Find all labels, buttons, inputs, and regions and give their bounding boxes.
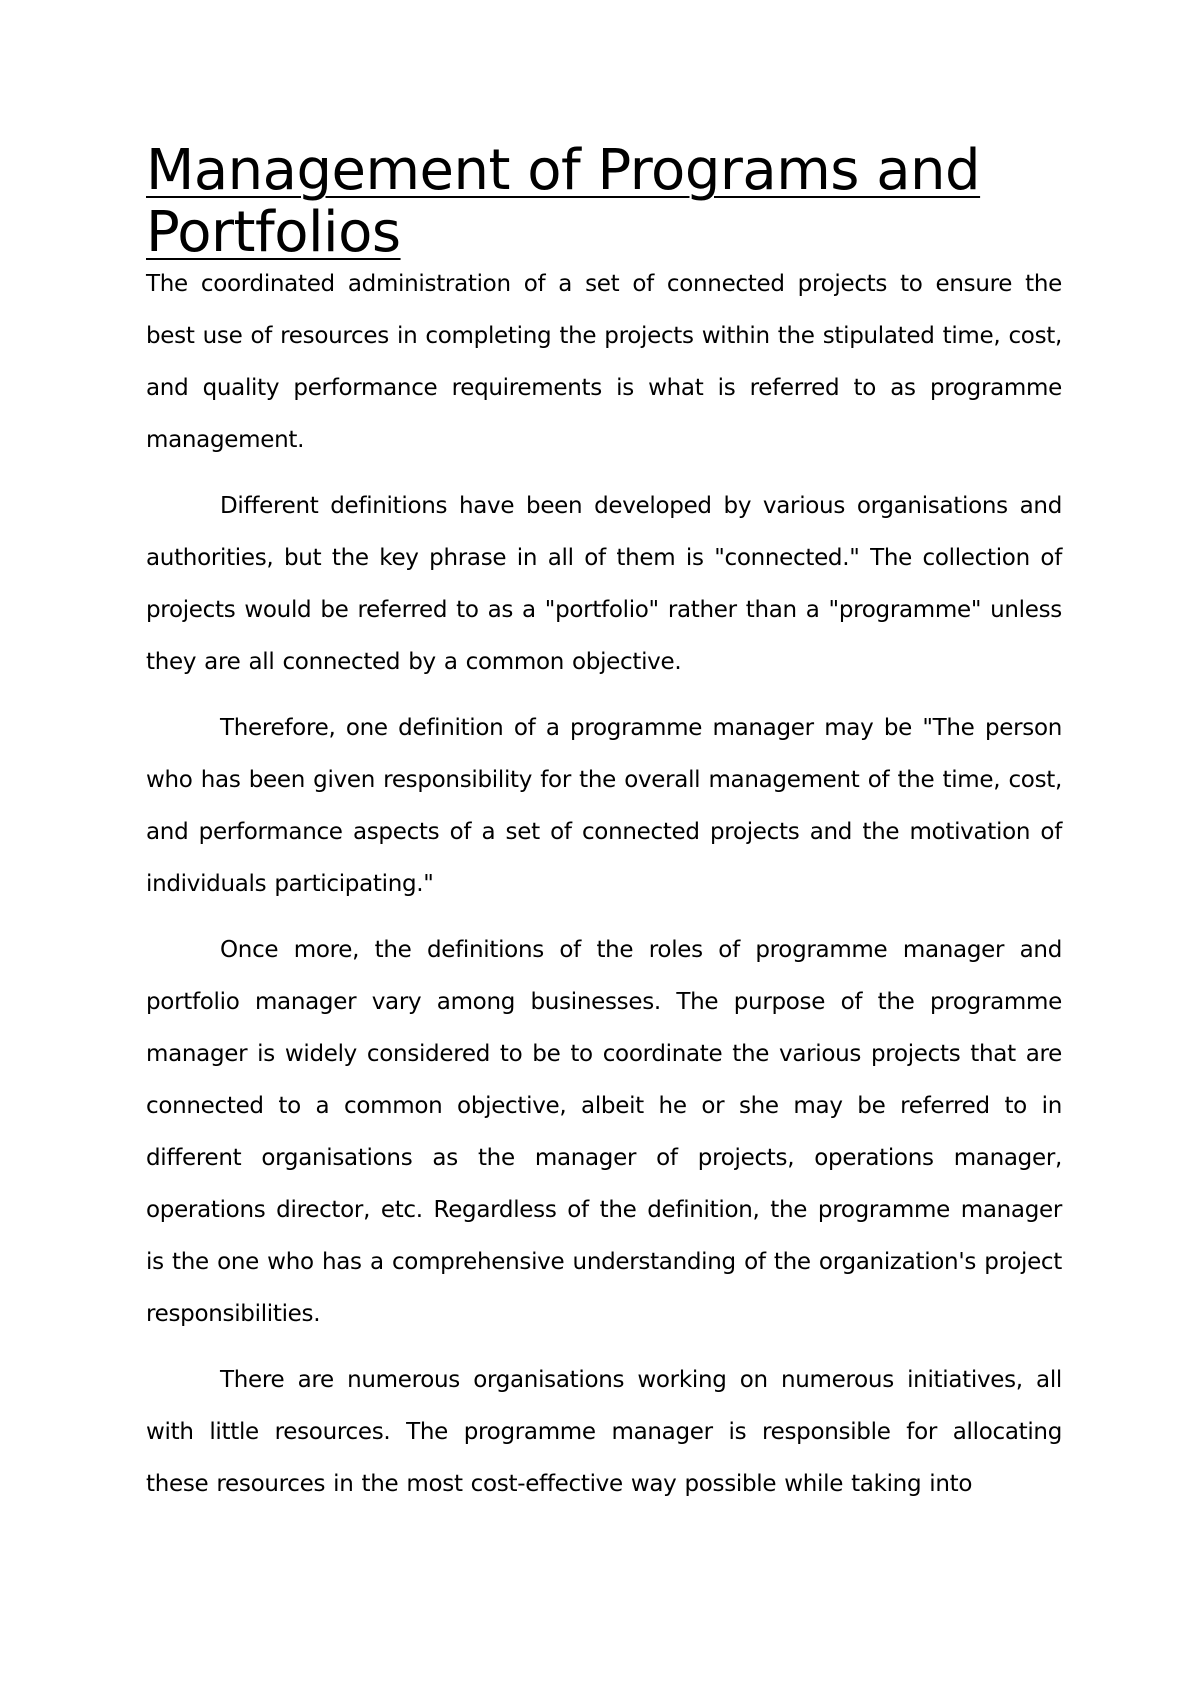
document-body: [146, 140, 1062, 1510]
paragraph-5: There are numerous organisations working on numerous initiatives, all with little resources. The programme manager is responsible for allocating these resources in the most cost-effective way possible while taking into: [146, 1367, 1062, 1497]
page-title: Management of Programs and Portfolios: [146, 138, 981, 265]
paragraph-1: The coordinated administration of a set of connected projects to ensure the best use of resources in completing the projects within the stipulated time, cost, and quality performance requirements is what is referred to as programme management.: [146, 271, 1062, 453]
paragraph-4: Once more, the definitions of the roles of programme manager and portfolio manager vary among businesses. The purpose of the programme manager is widely considered to be to coordinate the various projects that are connected to a common objective, albeit he or she may be referred to in different organisations as the manager of projects, operations manager, operations director, etc. Regardless of the definition, the programme manager is the one who has a comprehensive understanding of the organization's project responsibilities.: [146, 937, 1062, 1327]
paragraph-2: Different definitions have been developed by various organisations and authorities, but the key phrase in all of them is "connected." The collection of projects would be referred to as a "portfolio" rather than a "programme" unless they are all connected by a common objective.: [146, 493, 1062, 675]
paragraph-3: Therefore, one definition of a programme manager may be "The person who has been given responsibility for the overall management of the time, cost, and performance aspects of a set of connected projects and the motivation of individuals participating.": [146, 715, 1062, 897]
